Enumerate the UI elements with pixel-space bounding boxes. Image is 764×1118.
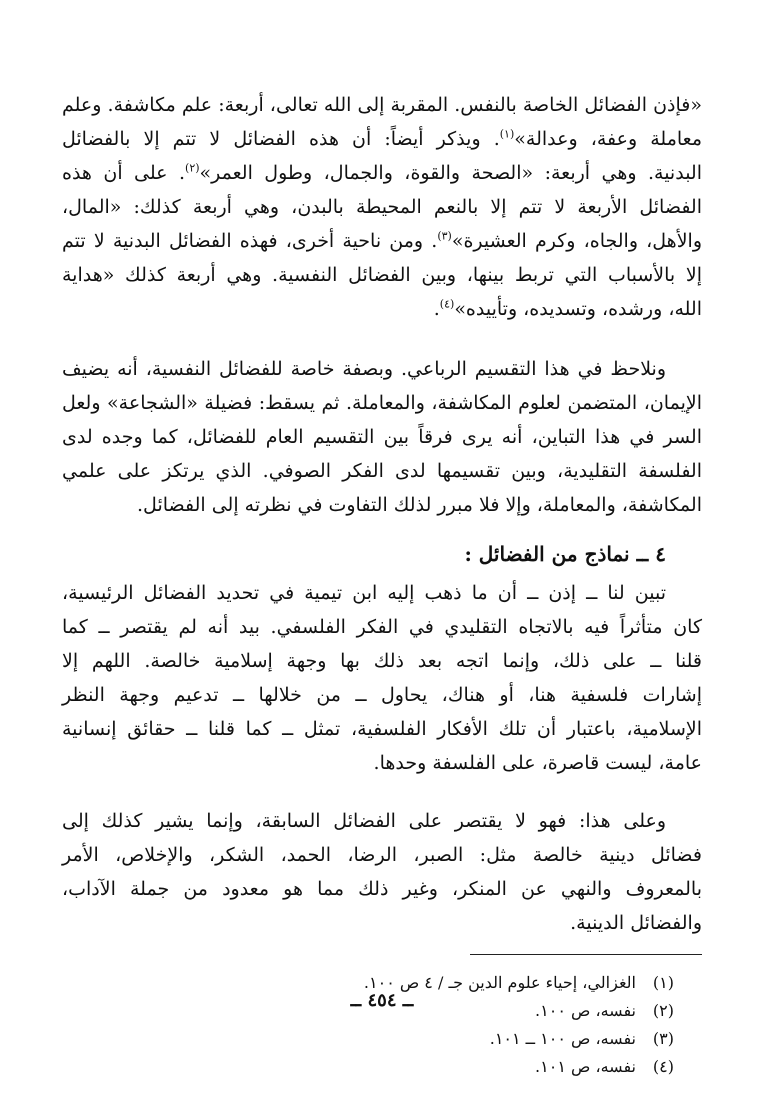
footnote-number: (٢) — [652, 1001, 674, 1020]
paragraph-2-line: الفلسفة التقليدية، وبين تقسيمها لدى الفكر الصوفي. الذي يرتكز على علمي — [62, 460, 702, 482]
paragraph-2-line: الإيمان، المتضمن لعلوم المكاشفة، والمعاملة. ثم يسقط: فضيلة «الشجاعة» ولعل — [62, 392, 702, 414]
paragraph-3-line: عامة، ليست قاصرة، على الفلسفة وحدها. — [373, 752, 702, 774]
paragraph-1-line — [62, 224, 702, 258]
paragraph-4-line: وعلى هذا: فهو لا يقتصر على الفضائل السابقة، وإنما يشير كذلك إلى — [62, 810, 666, 832]
paragraph-2-line: ونلاحظ في هذا التقسيم الرباعي. وبصفة خاصة للفضائل النفسية، أنه يضيف — [62, 358, 666, 380]
paragraph-2 — [62, 352, 702, 522]
paragraph-1-line: «فإذن الفضائل الخاصة بالنفس. المقربة إلى الله تعالى، أربعة: علم مكاشفة. وعلم — [62, 94, 702, 116]
footnote-text: نفسه، ص ١٠١. — [535, 1057, 636, 1076]
paragraph-1-line — [62, 122, 702, 156]
text-run: الله، ورشده، وتسديده، وتأييده» — [454, 298, 702, 320]
paragraph-3-line: تبين لنا ــ إذن ــ أن ما ذهب إليه ابن تيمية في تحديد الفضائل الرئيسية، — [62, 582, 666, 604]
paragraph-2-line: السر في هذا التباين، أنه يرى فرقاً بين التقسيم العام للفضائل، كما وجده لدى — [62, 426, 702, 448]
footnote-text: نفسه، ص ١٠٠ ــ ١٠١. — [489, 1029, 636, 1048]
paragraph-1-line: إلا بالأسباب التي تربط بينها، وبين الفضائل النفسية. وهي أربعة كذلك «هداية — [62, 264, 702, 286]
paragraph-4 — [62, 804, 702, 940]
paragraph-4-line: والفضائل الدينية. — [570, 912, 702, 934]
footnote-text: الغزالي، إحياء علوم الدين جـ / ٤ ص ١٠٠. — [363, 973, 636, 992]
text-run: . — [433, 298, 440, 320]
paragraph-4-line: فضائل دينية خالصة مثل: الصبر، الرضا، الحمد، الشكر، والإخلاص، الأمر — [62, 844, 702, 866]
paragraph-1-line — [62, 156, 702, 190]
paragraph-1-line — [62, 292, 702, 326]
footnote-text: نفسه، ص ١٠٠. — [535, 1001, 636, 1020]
footnote-ref[interactable]: (٣) — [437, 229, 452, 243]
paragraph-3 — [62, 576, 702, 780]
paragraph-1-line: الفضائل الأربعة لا تتم إلا بالنعم المحيطة بالبدن، وهي أربعة كذلك: «المال، — [62, 196, 702, 218]
footnotes — [62, 969, 702, 1081]
footnote-number: (٣) — [652, 1029, 674, 1048]
paragraph-1 — [62, 88, 702, 326]
section-heading: ٤ ــ نماذج من الفضائل : — [464, 542, 666, 566]
footnote-number: (١) — [652, 973, 674, 992]
text-run: . على أن هذه — [62, 162, 186, 184]
footnote-item — [62, 1053, 674, 1081]
text-run: . ويذكر أيضاً: أن هذه الفضائل لا تتم إلا بالفضائل — [62, 128, 500, 150]
text-run: معاملة وعفة، وعدالة» — [514, 128, 703, 150]
text-run: . ومن ناحية أخرى، فهذه الفضائل البدنية لا تتم — [62, 230, 438, 252]
paragraph-4-line: بالمعروف والنهي عن المنكر، وغير ذلك مما هو معدود من جملة الآداب، — [62, 878, 702, 900]
footnote-ref[interactable]: (٢) — [185, 161, 200, 175]
text-run: البدنية. وهي أربعة: «الصحة والقوة، والجمال، وطول العمر» — [199, 162, 702, 184]
paragraph-2-line: المكاشفة، والمعاملة، وإلا فلا مبرر لذلك التفاوت في نظرته إلى الفضائل. — [137, 494, 702, 516]
page-body — [62, 88, 702, 1081]
paragraph-3-line: كان متأثراً فيه بالاتجاه التقليدي في الفكر الفلسفي. بيد أنه لم يقتصر ــ كما — [62, 616, 702, 638]
footnote-divider — [470, 954, 702, 955]
footnote-number: (٤) — [652, 1057, 674, 1076]
footnote-ref[interactable]: (٤) — [439, 297, 455, 311]
text-run: والأهل، والجاه، وكرم العشيرة» — [451, 230, 702, 252]
page-number: ــ ٤٥٤ ــ — [350, 990, 414, 1011]
paragraph-3-line: إشارات فلسفية هنا، أو هناك، يحاول ــ من خلالها ــ تدعيم وجهة النظر — [62, 684, 702, 706]
paragraph-3-line: قلنا ــ على ذلك، وإنما اتجه بعد ذلك بها وجهة إسلامية خالصة. اللهم إلا — [62, 650, 702, 672]
footnote-item — [62, 1025, 674, 1053]
footnote-ref[interactable]: (١) — [499, 127, 515, 141]
paragraph-3-line: الإسلامية، باعتبار أن تلك الأفكار الفلسفية، تمثل ــ كما قلنا ــ حقائق إنسانية — [62, 718, 702, 740]
